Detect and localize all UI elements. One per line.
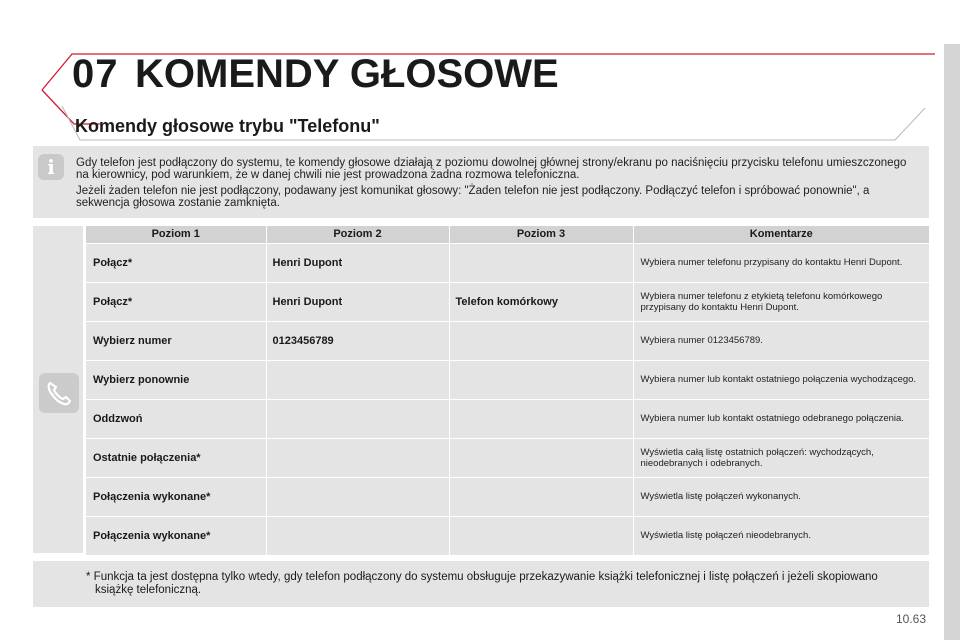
- info-paragraph: Gdy telefon jest podłączony do systemu, te komendy głosowe działają z poziomu dowolnej głównej strony/ekranu po naciśnięciu przycisku telefonu umieszczonego na kierownicy, pod warunkiem, że w danej chwili nie jest prowadzona żadna rozmowa telefoniczna.: [76, 157, 907, 181]
- footnote: * Funkcja ta jest dostępna tylko wtedy, gdy telefon podłączony do systemu obsługuje przekazywanie książki telefonicznej i listę połączeń i jeżeli skopiowano książkę telefoniczną.: [86, 571, 878, 596]
- table-icon-column: [33, 226, 83, 553]
- cell-level-1: Połącz*: [86, 282, 266, 321]
- page-title: KOMENDY GŁOSOWE: [135, 52, 559, 96]
- cell-comment: Wybiera numer 0123456789.: [633, 321, 929, 360]
- cell-level-2: [266, 516, 449, 555]
- cell-level-2: [266, 360, 449, 399]
- info-paragraph: Jeżeli żaden telefon nie jest podłączony, podawany jest komunikat głosowy: "Żaden telefon nie jest podłączony. Podłączyć telefon i spróbować ponownie", a sekwencja głosowa zostanie zamknięta.: [76, 185, 870, 209]
- cell-level-2: [266, 399, 449, 438]
- cell-comment: Wyświetla całą listę ostatnich połączeń: wychodzących, nieodebranych i odebranych.: [633, 438, 929, 477]
- cell-comment: Wyświetla listę połączeń wykonanych.: [633, 477, 929, 516]
- table-row: [86, 282, 929, 321]
- cell-level-1: Połączenia wykonane*: [86, 516, 266, 555]
- cell-level-3: [449, 516, 633, 555]
- section-title: Komendy głosowe trybu "Telefonu": [75, 116, 380, 136]
- table-row: [86, 477, 929, 516]
- cell-comment: Wybiera numer telefonu przypisany do kontaktu Henri Dupont.: [633, 243, 929, 282]
- cell-level-2: 0123456789: [266, 321, 449, 360]
- page-number: 10.63: [896, 612, 927, 626]
- cell-comment: Wybiera numer lub kontakt ostatniego odebranego połączenia.: [633, 399, 929, 438]
- cell-level-3: [449, 360, 633, 399]
- cell-level-1: Wybierz numer: [86, 321, 266, 360]
- cell-level-3: [449, 321, 633, 360]
- phone-icon: [39, 373, 79, 413]
- info-icon: i: [38, 154, 64, 180]
- cell-level-3: Telefon komórkowy: [449, 282, 633, 321]
- table-row: [86, 321, 929, 360]
- cell-level-2: Henri Dupont: [266, 243, 449, 282]
- table-row: [86, 438, 929, 477]
- table-row: [86, 243, 929, 282]
- header-comments: Komentarze: [633, 226, 929, 243]
- voice-commands-table: [86, 226, 929, 555]
- cell-level-2: [266, 477, 449, 516]
- info-text: [76, 157, 921, 209]
- cell-comment: Wyświetla listę połączeń nieodebranych.: [633, 516, 929, 555]
- cell-level-3: [449, 477, 633, 516]
- header-level-2: Poziom 2: [266, 226, 449, 243]
- cell-comment: Wybiera numer telefonu z etykietą telefonu komórkowego przypisany do kontaktu Henri Dupont.: [633, 282, 929, 321]
- cell-level-1: Połączenia wykonane*: [86, 477, 266, 516]
- table-header-row: [86, 226, 929, 243]
- chapter-number: 07: [72, 52, 119, 96]
- cell-level-3: [449, 438, 633, 477]
- cell-level-1: Wybierz ponownie: [86, 360, 266, 399]
- cell-level-1: Oddzwoń: [86, 399, 266, 438]
- table-row: [86, 360, 929, 399]
- cell-comment: Wybiera numer lub kontakt ostatniego połączenia wychodzącego.: [633, 360, 929, 399]
- table-row: [86, 399, 929, 438]
- cell-level-3: [449, 243, 633, 282]
- cell-level-3: [449, 399, 633, 438]
- cell-level-1: Połącz*: [86, 243, 266, 282]
- cell-level-2: Henri Dupont: [266, 282, 449, 321]
- table-row: [86, 516, 929, 555]
- info-panel: [33, 146, 929, 218]
- cell-level-1: Ostatnie połączenia*: [86, 438, 266, 477]
- cell-level-2: [266, 438, 449, 477]
- header-level-3: Poziom 3: [449, 226, 633, 243]
- header-level-1: Poziom 1: [86, 226, 266, 243]
